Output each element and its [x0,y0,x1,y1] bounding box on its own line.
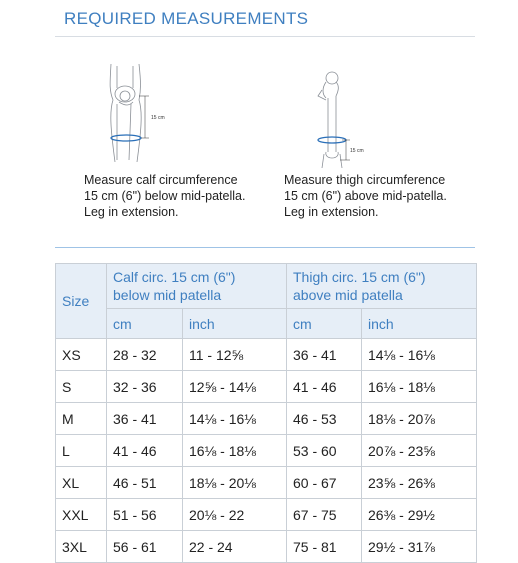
size-cell: S [56,371,107,403]
calf-inch-cell: 14⅛ - 16⅛ [183,403,287,435]
thigh-inch-cell: 16⅛ - 18⅛ [362,371,477,403]
thigh-header: Thigh circ. 15 cm (6") above mid patella [287,264,477,309]
calf-caption: Measure calf circumference 15 cm (6") below mid-patella. Leg in extension. [84,173,246,219]
table-row [56,371,477,403]
size-cell: XL [56,467,107,499]
measure-loop [111,135,141,141]
calf-cm-cell: 36 - 41 [107,403,183,435]
thigh-inch-header: inch [362,309,477,339]
leg-outline-icon [110,64,141,162]
thigh-cm-cell: 53 - 60 [287,435,362,467]
calf-header: Calf circ. 15 cm (6") below mid patella [107,264,287,309]
size-chart-table [55,263,477,563]
calf-inch-header: inch [183,309,287,339]
calf-cm-cell: 41 - 46 [107,435,183,467]
calf-cm-cell: 32 - 36 [107,371,183,403]
size-cell: 3XL [56,531,107,563]
calf-cm-cell: 51 - 56 [107,499,183,531]
measure-loop [318,137,346,143]
calf-cm-cell: 46 - 51 [107,467,183,499]
thigh-inch-cell: 20⅞ - 23⅝ [362,435,477,467]
table-row [56,499,477,531]
thigh-cm-cell: 67 - 75 [287,499,362,531]
table-row [56,339,477,371]
thigh-cm-header: cm [287,309,362,339]
calf-inch-cell: 22 - 24 [183,531,287,563]
thigh-inch-cell: 26⅜ - 29½ [362,499,477,531]
calf-inch-cell: 18⅛ - 20⅛ [183,467,287,499]
size-cell: M [56,403,107,435]
thigh-inch-cell: 23⅝ - 26⅜ [362,467,477,499]
calf-inch-cell: 20⅛ - 22 [183,499,287,531]
thigh-cm-cell: 75 - 81 [287,531,362,563]
size-cell: L [56,435,107,467]
thigh-cm-cell: 46 - 53 [287,403,362,435]
size-header: Size [56,264,107,339]
thigh-caption: Measure thigh circumference 15 cm (6") above mid-patella. Leg in extension. [284,173,447,219]
calf-dimension-label: 15 cm [151,115,165,121]
calf-inch-cell: 11 - 12⅝ [183,339,287,371]
table-row [56,435,477,467]
calf-inch-cell: 16⅛ - 18⅛ [183,435,287,467]
calf-cm-cell: 56 - 61 [107,531,183,563]
table-row [56,531,477,563]
size-cell: XXL [56,499,107,531]
thigh-inch-cell: 18⅛ - 20⅞ [362,403,477,435]
thigh-dimension-label: 15 cm [350,148,364,154]
table-row [56,403,477,435]
calf-cm-cell: 28 - 32 [107,339,183,371]
thigh-cm-cell: 60 - 67 [287,467,362,499]
top-divider [55,36,475,37]
size-cell: XS [56,339,107,371]
femur-outline-icon [318,72,342,168]
middle-divider [55,247,475,248]
page-title: REQUIRED MEASUREMENTS [64,9,309,28]
thigh-cm-cell: 41 - 46 [287,371,362,403]
thigh-diagram [300,68,390,170]
calf-cm-header: cm [107,309,183,339]
thigh-inch-cell: 14⅛ - 16⅛ [362,339,477,371]
thigh-inch-cell: 29½ - 31⅞ [362,531,477,563]
calf-inch-cell: 12⅝ - 14⅛ [183,371,287,403]
thigh-cm-cell: 36 - 41 [287,339,362,371]
table-row [56,467,477,499]
calf-diagram [95,62,175,170]
